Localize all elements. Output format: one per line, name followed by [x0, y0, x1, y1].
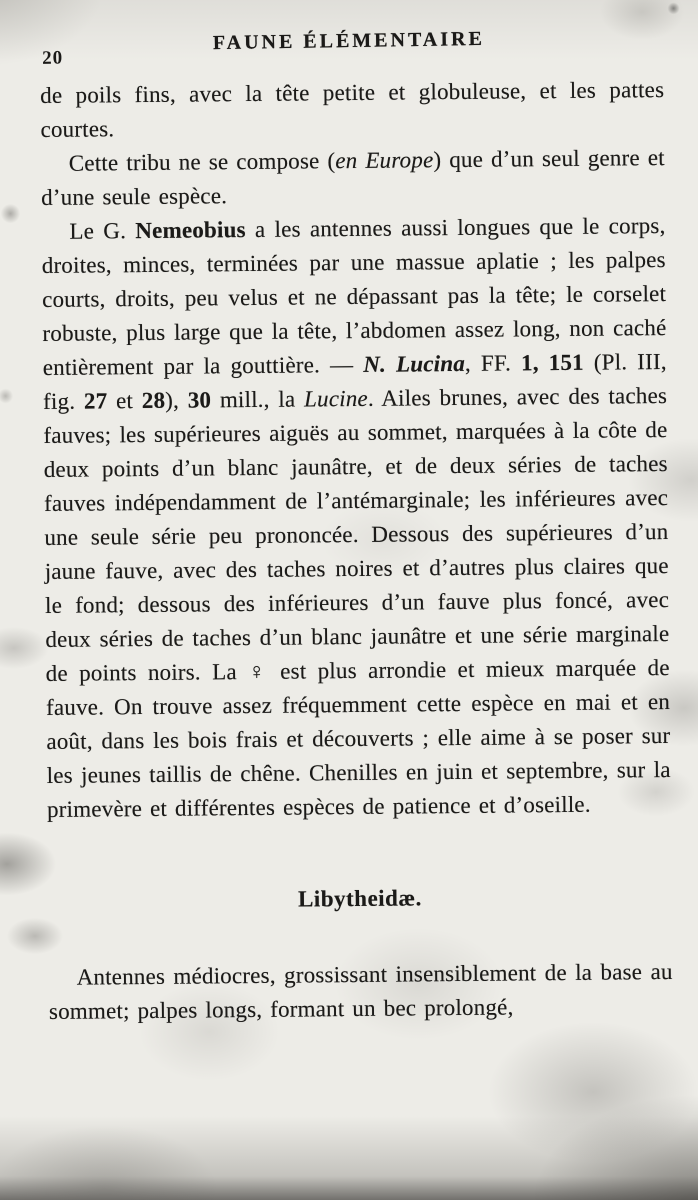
text-segment: 1, 151 [520, 349, 584, 376]
text-segment: 30 [187, 387, 212, 413]
text-segment: et [107, 388, 142, 414]
text-segment: . Ailes brunes, avec des taches fauves; les supérieures aiguës au sommet, marquées à la côte de deux points d’un blanc jaunâtre, et de deux séries de taches fauves indépendamment de l’antémarginale; les inférieures avec une seule série peu prononcée. Dessous des supérieures d’un jaune fauve, avec des taches noires et d’autres plus claires que le fond; dessous des inférieures d’un fauve plus foncé, avec deux séries de taches d’un blanc jaunâtre et une série marginale de points noirs. La ♀ est plus arrondie et mieux marquée de fauve. On trouve assez fréquemment cette espèce en mai et en août, dans les bois frais et découverts ; elle aime à se poser sur les jeunes taillis de chêne. Chenilles en juin et septembre, sur la primevère et différentes espèces de patience et d’oseille. [43, 382, 671, 822]
text-segment: Cette tribu ne se compose ( [68, 148, 336, 176]
text-segment: a les antennes aussi longues que le corps, droites, minces, terminées par une massue aplatie ; les palpes courts, droits, peu velus et ne dépassant pas la tête; le corselet robuste, plus large que la tête, l’abdomen assez long, non caché entièrement par la gouttière. — [41, 212, 667, 380]
text-segment: en Europe [335, 147, 434, 174]
text-segment: Lucine [303, 385, 369, 412]
text-segment: Antennes médiocres, grossissant insensiblement de la base au sommet; palpes longs, formant un bec prolongé, [48, 958, 673, 1024]
text-segment: 28 [141, 387, 166, 414]
section-heading-libytheidae: Libytheidæ. [297, 885, 422, 912]
text-segment: N. Lucina [363, 350, 466, 377]
running-title: FAUNE ÉLÉMENTAIRE [212, 27, 486, 55]
text-segment: ) que d’un seul genre et d’une seule espèce. [41, 145, 665, 210]
text-segment: de poils fins, avec la tête petite et globuleuse, et les pattes courtes. [40, 77, 665, 142]
running-head [0, 25, 698, 72]
page-body [40, 73, 673, 1029]
text-segment: Nemeobius [135, 217, 246, 244]
page-number: 20 [41, 47, 64, 69]
text-segment: 27 [83, 388, 108, 414]
text-segment: , FF. [464, 350, 522, 376]
text-segment: mill., la [211, 386, 305, 413]
paragraph-tribe-composition [41, 141, 666, 215]
text-segment: ), [165, 387, 188, 413]
paragraph-palpi-continuation [40, 73, 665, 147]
text-segment: (Pl. III, fig. [42, 348, 667, 414]
paragraph-libytheidae-description [48, 955, 673, 1029]
paragraph-nemeobius-description [41, 209, 671, 827]
text-segment: Le G. [69, 218, 136, 244]
